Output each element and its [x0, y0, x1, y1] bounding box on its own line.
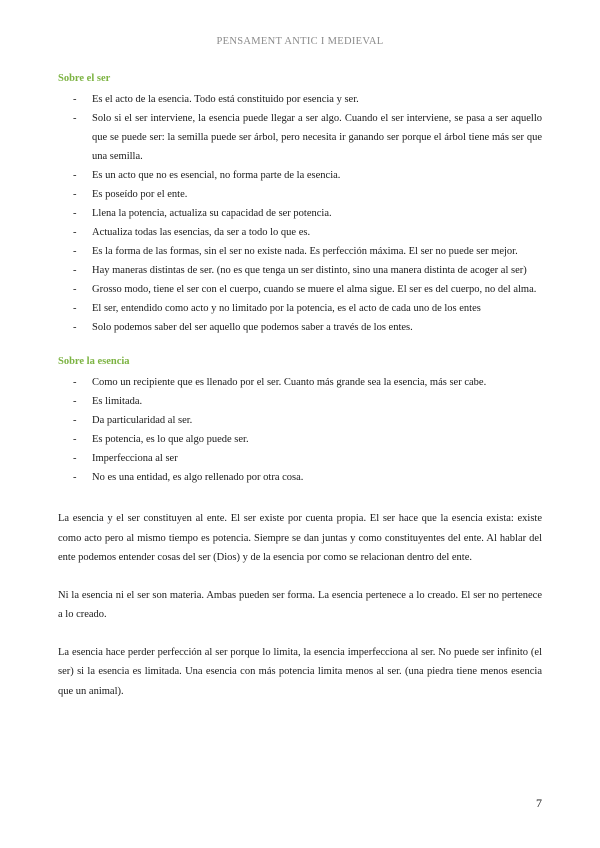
list-item: - Llena la potencia, actualiza su capacidad de ser potencia. [58, 204, 542, 223]
list-item: - Es un acto que no es esencial, no forma parte de la esencia. [58, 166, 542, 185]
list-item: - Es potencia, es lo que algo puede ser. [58, 430, 542, 449]
paragraph: Ni la esencia ni el ser son materia. Ambas pueden ser forma. La esencia pertenece a lo creado. El ser no pertenece a lo creado. [58, 589, 542, 620]
list-item: - El ser, entendido como acto y no limitado por la potencia, es el acto de cada uno de los entes [58, 299, 542, 318]
list-item: - Solo podemos saber del ser aquello que podemos saber a través de los entes. [58, 318, 542, 337]
list-item: - Hay maneras distintas de ser. (no es que tenga un ser distinto, sino una manera distinta de acoger al ser) [58, 261, 542, 280]
list-item: - No es una entidad, es algo rellenado por otra cosa. [58, 468, 542, 487]
list-item: - Solo si el ser interviene, la esencia puede llegar a ser algo. Cuando el ser interviene, se pasa a ser aquello que se puede ser: la semilla puede ser árbol, pero necesita ir ganando ser porque el árbol tiene más ser que una semilla. [58, 109, 542, 166]
page-number: 7 [536, 796, 542, 810]
list-item: - Actualiza todas las esencias, da ser a todo lo que es. [58, 223, 542, 242]
paragraph: La esencia hace perder perfección al ser porque lo limita, la esencia imperfecciona al ser. No puede ser infinito (el ser) si la esencia es limitada. Una esencia con más potencia limita menos al ser. (una piedra tiene menos esencia que un animal). [58, 646, 542, 697]
bullet-list-esencia [58, 373, 542, 487]
paragraph: La esencia y el ser constituyen al ente. El ser existe por cuenta propia. El ser hace que la esencia exista: existe como acto pero al mismo tiempo es potencia. Siempre se dan juntas y como constituyentes del ente. Al hablar del ente podemos entender cosas del ser (Dios) y de la esencia por como se relacionan dentro del ente. [58, 513, 542, 563]
list-item: - Imperfecciona al ser [58, 449, 542, 468]
list-item: - Es el acto de la esencia. Todo está constituido por esencia y ser. [58, 90, 542, 109]
page-header: PENSAMENT ANTIC I MEDIEVAL [216, 36, 384, 47]
document-body [58, 72, 542, 701]
list-item: - Grosso modo, tiene el ser con el cuerpo, cuando se muere el alma sigue. El ser es del cuerpo, no del alma. [58, 280, 542, 299]
bullet-list-ser [58, 90, 542, 337]
list-item: - Es la forma de las formas, sin el ser no existe nada. Es perfección máxima. El ser no puede ser mejor. [58, 242, 542, 261]
list-item: - Es limitada. [58, 392, 542, 411]
list-item: - Como un recipiente que es llenado por el ser. Cuanto más grande sea la esencia, más ser cabe. [58, 373, 542, 392]
section-title-ser: Sobre el ser [58, 73, 111, 84]
list-item: - Da particularidad al ser. [58, 411, 542, 430]
section-title-esencia: Sobre la esencia [58, 356, 130, 367]
list-item: - Es poseído por el ente. [58, 185, 542, 204]
